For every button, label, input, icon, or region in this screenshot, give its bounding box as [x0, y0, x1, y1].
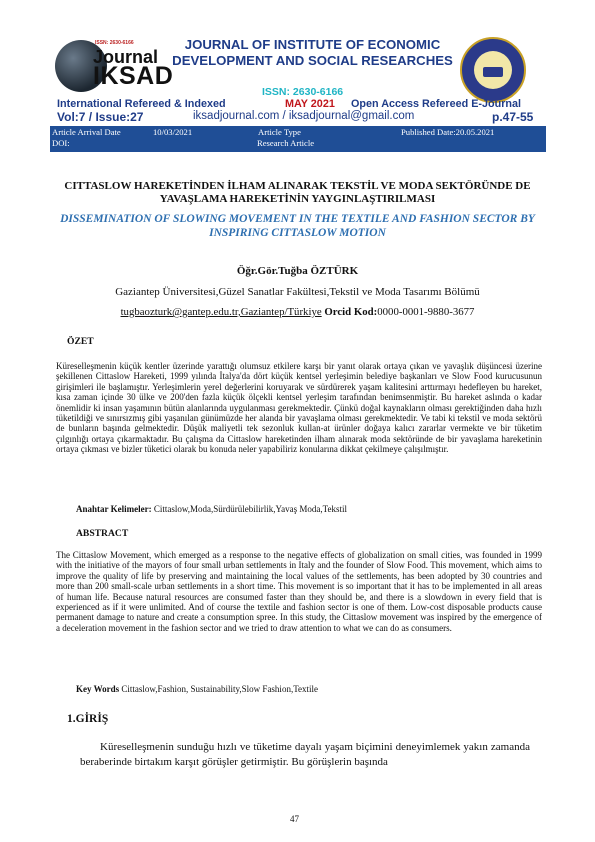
- orcid-label: Orcid Kod:: [324, 306, 378, 318]
- ozet-heading: ÖZET: [67, 336, 94, 347]
- type-label: Article Type: [258, 127, 301, 137]
- author-name: Öğr.Gör.Tuğba ÖZTÜRK: [236, 265, 359, 277]
- university-seal-icon: [460, 37, 526, 103]
- doi-label: DOI:: [52, 138, 70, 148]
- ozet-keywords: [76, 504, 347, 514]
- ozet-text: Küreselleşmenin küçük kentler üzerinde yarattığı olumsuz etkilere karşı bir yanıt olarak ortaya çıkan ve yavaşlık düşüncesi üzerine şekillenen Cittaslow Hareketi, 1999 yılında İtalya'da dört küçük kentsel yerleşimin belediye başkanları ve Slow Food kurucusunun girişimleri ile başlamıştır. Yerleşimlerin yerel değerlerini koruyarak ve sürdürerek yaşam kalitesini arttırmayı hedefleyen bu hareket, kısa zaman içinde 30 ülke ve 200'den fazla küçük ölçekli kentsel yerleşim tarafından benimsenmiştir. Bu hareket aslında o kadar önemlidir ki insan yaşamının bütün alanlarında uygulanması gerekmektedir. Çünkü doğal kaynakların olması gerektiğinden daha hızlı tüketildiği ve sınırsızmış gibi yaşanılan günümüzde her alanda bir yavaşlama olması gerekmektedir. Ve tabi ki tekstil ve moda sektörü de bunların başında gelmektedir. Düşük maliyetli tek sezonluk kullan-at ürünler doğaya kalıcı zararlar vermekte ve bir tüketim çılgınlığı ortaya çıkarmaktadır. Bu çalışma da Cittaslow hareketinden ilham alınarak moda sektöründe de bir yavaşlama hareketinin ortaya çıkması ve bizler tüketici olarak bu konuda neler yapabiliriz konularına dikkat çekilmeye çalışılmıştır.: [56, 361, 542, 455]
- article-meta-bar: [50, 126, 546, 152]
- arrival-value: 10/03/2021: [153, 127, 193, 137]
- iksad-logo: [55, 38, 174, 94]
- ozet-keywords-value: Cittaslow,Moda,Sürdürülebilirlik,Yavaş Moda,Tekstil: [151, 504, 347, 514]
- refereed-indexed: International Refereed & Indexed: [57, 98, 226, 110]
- title-english: DISSEMINATION OF SLOWING MOVEMENT IN THE TEXTILE AND FASHION SECTOR BY INSPIRING CITTASLOW MOTION: [60, 213, 535, 239]
- author-affiliation: Gaziantep Üniversitesi,Güzel Sanatlar Fakültesi,Tekstil ve Moda Tasarımı Bölümü: [115, 286, 480, 298]
- ozet-keywords-label: Anahtar Kelimeler:: [76, 504, 152, 514]
- title-turkish: CITTASLOW HAREKETİNDEN İLHAM ALINARAK TEKSTİL VE MODA SEKTÖRÜNDE DE YAVAŞLAMA HAREKETİNİN YAYGINLAŞTIRILMASI: [64, 180, 531, 205]
- issue-month: MAY 2021: [285, 98, 335, 110]
- published-date: Published Date:20.05.2021: [401, 127, 495, 137]
- open-access: Open Access Refereed E-Journal: [351, 98, 522, 110]
- giris-heading: 1.GİRİŞ: [67, 713, 109, 725]
- journal-websites[interactable]: iksadjournal.com / iksadjournal@gmail.com: [193, 110, 415, 122]
- abstract-keywords: [76, 684, 318, 694]
- orcid-value: 0000-0001-9880-3677: [377, 306, 475, 318]
- page-number: 47: [290, 814, 299, 824]
- journal-title: JOURNAL OF INSTITUTE OF ECONOMIC DEVELOPMENT AND SOCIAL RESEARCHES: [172, 37, 453, 68]
- giris-text: Küreselleşmenin sunduğu hızlı ve tüketime dayalı yaşam biçimini deneyimlemek yakın zamanda beraberinde birtakım karşıt görüşler getirmiştir. Bu görüşlerin başında: [80, 741, 530, 768]
- logo-issn: ISSN: 2630-6166: [95, 40, 134, 46]
- journal-issn: ISSN: 2630-6166: [262, 86, 344, 98]
- abstract-text: The Cittaslow Movement, which emerged as a response to the negative effects of globalization on small cities, was founded in 1999 with the initiative of the mayors of four small urban settlements in Italy and the founder of Slow Food. This movement, which aims to improve the quality of life by preserving and maintaining the local values of the settlements, has been adopted by 30 countries and more than 200 small-scale urban settlements in a short time. This movement is so important that it has to be implemented in all areas of human life. Because natural resources are consumed faster than they should be, and there is a slowdown in every field that is experienced as if it were unlimited. And of course the textile and fashion sector is one of them. Low-cost disposable products cause permanent damage to nature and create a consumption spree. In this study, the Cittaslow movement was inspired by the emergence of a deceleration movement in the fashion sector and we tried to draw attention to what we can do as consumers.: [56, 550, 542, 633]
- page-range: p.47-55: [492, 110, 534, 124]
- author-email[interactable]: tugbaozturk@gantep.edu.tr,Gaziantep/Türkiye: [120, 306, 322, 318]
- abstract-heading: ABSTRACT: [76, 528, 129, 539]
- logo-iksad-word: IKSAD: [93, 62, 174, 90]
- abstract-keywords-value: Cittaslow,Fashion, Sustainability,Slow Fashion,Textile: [119, 684, 319, 694]
- contact-line: [40, 306, 555, 318]
- type-value: Research Article: [257, 138, 315, 148]
- logo-journal-word: Journal: [93, 47, 159, 67]
- volume-issue: Vol:7 / Issue:27: [57, 110, 144, 124]
- abstract-keywords-label: Key Words: [76, 684, 120, 694]
- arrival-label: Article Arrival Date: [52, 127, 121, 137]
